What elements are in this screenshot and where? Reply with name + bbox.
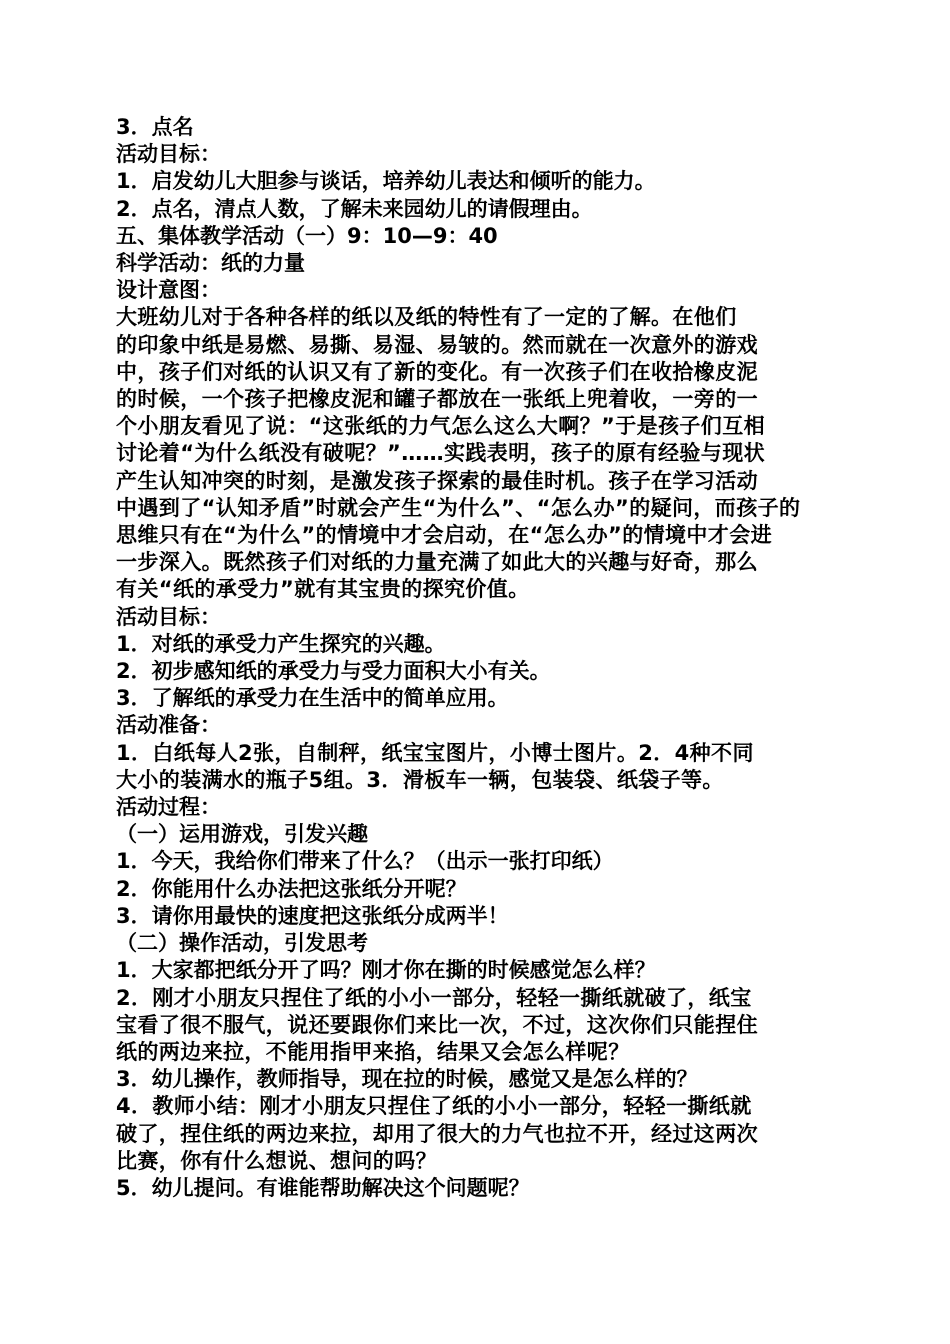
goal-item-2: 2．初步感知纸的承受力与受力面积大小有关。	[116, 659, 551, 684]
design-intent-line: 大班幼儿对于各种各样的纸以及纸的特性有了一定的了解。在他们	[116, 305, 737, 330]
process-item-line: 破了，捏住纸的两边来拉，却用了很大的力气也拉不开，经过这两次	[116, 1121, 758, 1146]
heading-activity-goals-2: 活动目标：	[116, 604, 221, 629]
design-intent-line: 的印象中纸是易燃、易撕、易湿、易皱的。然而就在一次意外的游戏	[116, 332, 758, 357]
goal-item-2: 2．点名，清点人数，了解未来园幼儿的请假理由。	[116, 196, 593, 221]
section-heading-roll-call: 3．点名	[116, 115, 194, 139]
process-item: 3．请你用最快的速度把这张纸分成两半！	[116, 903, 509, 928]
process-item: 1．大家都把纸分开了吗？刚才你在撕的时候感觉怎么样？	[116, 958, 656, 983]
heading-design-intent: 设计意图：	[116, 278, 221, 303]
goal-item-3: 3．了解纸的承受力在生活中的简单应用。	[116, 686, 509, 711]
design-intent-line: 有关“纸的承受力”就有其宝贵的探究价值。	[116, 577, 530, 602]
process-item: 5．幼儿提问。有谁能帮助解决这个问题呢？	[116, 1175, 530, 1200]
subheading-operation-thinking: （二）操作活动，引发思考	[116, 931, 368, 956]
process-item: 3．幼儿操作，教师指导，现在拉的时候，感觉又是怎么样的？	[116, 1067, 698, 1092]
design-intent-line: 一步深入。既然孩子们对纸的力量充满了如此大的兴趣与好奇，那么	[116, 550, 758, 575]
design-intent-line: 中，孩子们对纸的认识又有了新的变化。有一次孩子们在收拾橡皮泥	[116, 359, 758, 384]
subheading-game-interest: （一）运用游戏，引发兴趣	[116, 822, 368, 847]
design-intent-line: 中遇到了“认知矛盾”时就会产生“为什么”、“怎么办”的疑问，而孩子的	[116, 495, 801, 520]
process-item-line: 比赛，你有什么想说、想问的吗？	[116, 1148, 437, 1173]
preparation-line: 1．白纸每人2张，自制秤，纸宝宝图片，小博士图片。2．4种不同	[116, 740, 754, 765]
design-intent-line: 产生认知冲突的时刻，是激发孩子探索的最佳时机。孩子在学习活动	[116, 468, 758, 493]
heading-activity-preparation: 活动准备：	[116, 713, 221, 738]
section-heading-group-teaching: 五、集体教学活动（一）9：10—9：40	[116, 223, 498, 248]
heading-activity-process: 活动过程：	[116, 795, 221, 820]
heading-activity-goals-1: 活动目标：	[116, 142, 221, 167]
goal-item-1: 1．启发幼儿大胆参与谈话，培养幼儿表达和倾听的能力。	[116, 169, 656, 194]
process-item-line: 2．刚才小朋友只捏住了纸的小小一部分，轻轻一撕纸就破了，纸宝	[116, 985, 752, 1010]
process-item: 1．今天，我给你们带来了什么？（出示一张打印纸）	[116, 849, 614, 874]
heading-science-activity: 科学活动：纸的力量	[116, 251, 305, 276]
process-item: 2．你能用什么办法把这张纸分开呢？	[116, 876, 467, 901]
design-intent-line: 的时候，一个孩子把橡皮泥和罐子都放在一张纸上兜着收，一旁的一	[116, 387, 758, 412]
document-page	[116, 114, 840, 1202]
design-intent-line: 个小朋友看见了说：“这张纸的力气怎么这么大啊？”于是孩子们互相	[116, 414, 766, 439]
process-item-line: 宝看了很不服气，说还要跟你们来比一次，不过，这次你们只能捏住	[116, 1012, 758, 1037]
goal-item-1: 1．对纸的承受力产生探究的兴趣。	[116, 631, 446, 656]
process-item-line: 4．教师小结：刚才小朋友只捏住了纸的小小一部分，轻轻一撕纸就	[116, 1094, 752, 1119]
design-intent-line: 思维只有在“为什么”的情境中才会启动，在“怎么办”的情境中才会进	[116, 523, 773, 548]
preparation-line: 大小的装满水的瓶子5组。3．滑板车一辆，包装袋、纸袋子等。	[116, 767, 724, 792]
design-intent-line: 讨论着“为什么纸没有破呢？”……实践表明，孩子的原有经验与现状	[116, 441, 766, 466]
process-item-line: 纸的两边来拉，不能用指甲来掐，结果又会怎么样呢？	[116, 1039, 630, 1064]
